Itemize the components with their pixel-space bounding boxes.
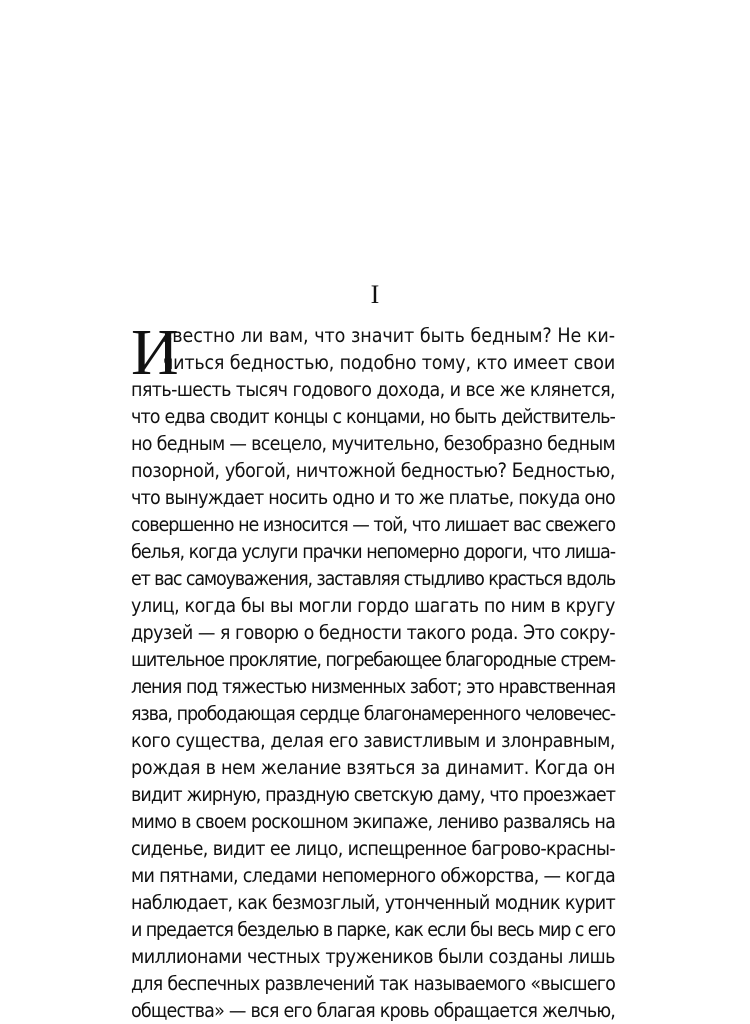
text-line: друзей — я говорю о бедности такого рода. Это сокру- <box>131 621 615 644</box>
text-line: кого существа, делая его завистливым и злонравным, <box>131 729 615 752</box>
text-line: миллионами честных тружеников были созданы лишь <box>131 945 615 968</box>
text-line: мимо в своем роскошном экипаже, лениво развалясь на <box>131 810 615 833</box>
drop-cap: И <box>131 316 179 389</box>
text-line: наблюдает, как безмозглый, утонченный модник курит <box>131 891 615 914</box>
text-line: и предается безделью в парке, как если бы весь мир с его <box>131 918 615 941</box>
text-line: общества» — вся его благая кровь обращается желчью, <box>131 999 615 1022</box>
text-line: читься бедностью, подобно тому, кто имеет свои <box>163 351 615 374</box>
text-line: ет вас самоуважения, заставляя стыдливо красться вдоль <box>131 567 615 590</box>
text-line: позорной, убогой, ничтожной бедностью? Бедностью, <box>131 459 615 482</box>
text-line: сиденье, видит ее лицо, испещренное багрово-красны- <box>131 837 615 860</box>
text-line: язва, прободающая сердце благонамеренного человечес- <box>131 702 615 725</box>
text-line: звестно ли вам, что значит быть бедным? Не ки- <box>163 324 615 347</box>
text-line: рождая в нем желание взяться за динамит. Когда он <box>131 756 615 779</box>
text-line: шительное проклятие, погребающее благородные стрем- <box>131 648 615 671</box>
text-line: улиц, когда бы вы могли гордо шагать по ним в кругу <box>131 594 615 617</box>
text-line: что вынуждает носить одно и то же платье, покуда оно <box>131 486 615 509</box>
text-line: ми пятнами, следами непомерного обжорства, — когда <box>131 864 615 887</box>
chapter-number: I <box>370 280 380 309</box>
text-line: видит жирную, праздную светскую даму, что проезжает <box>131 783 615 806</box>
chapter-paragraph <box>131 316 615 1024</box>
text-line: для беспечных развлечений так называемого «высшего <box>131 972 615 995</box>
text-line: белья, когда услуги прачки непомерно дороги, что лиша- <box>131 540 615 563</box>
text-line: что едва сводит концы с концами, но быть действитель- <box>131 405 615 428</box>
text-line: но бедным — всецело, мучительно, безобразно бедным <box>131 432 615 455</box>
text-line: совершенно не износится — той, что лишает вас свежего <box>131 513 615 536</box>
text-line: пять-шесть тысяч годового дохода, и все же клянется, <box>131 378 615 401</box>
text-line: ления под тяжестью низменных забот; это нравственная <box>131 675 615 698</box>
